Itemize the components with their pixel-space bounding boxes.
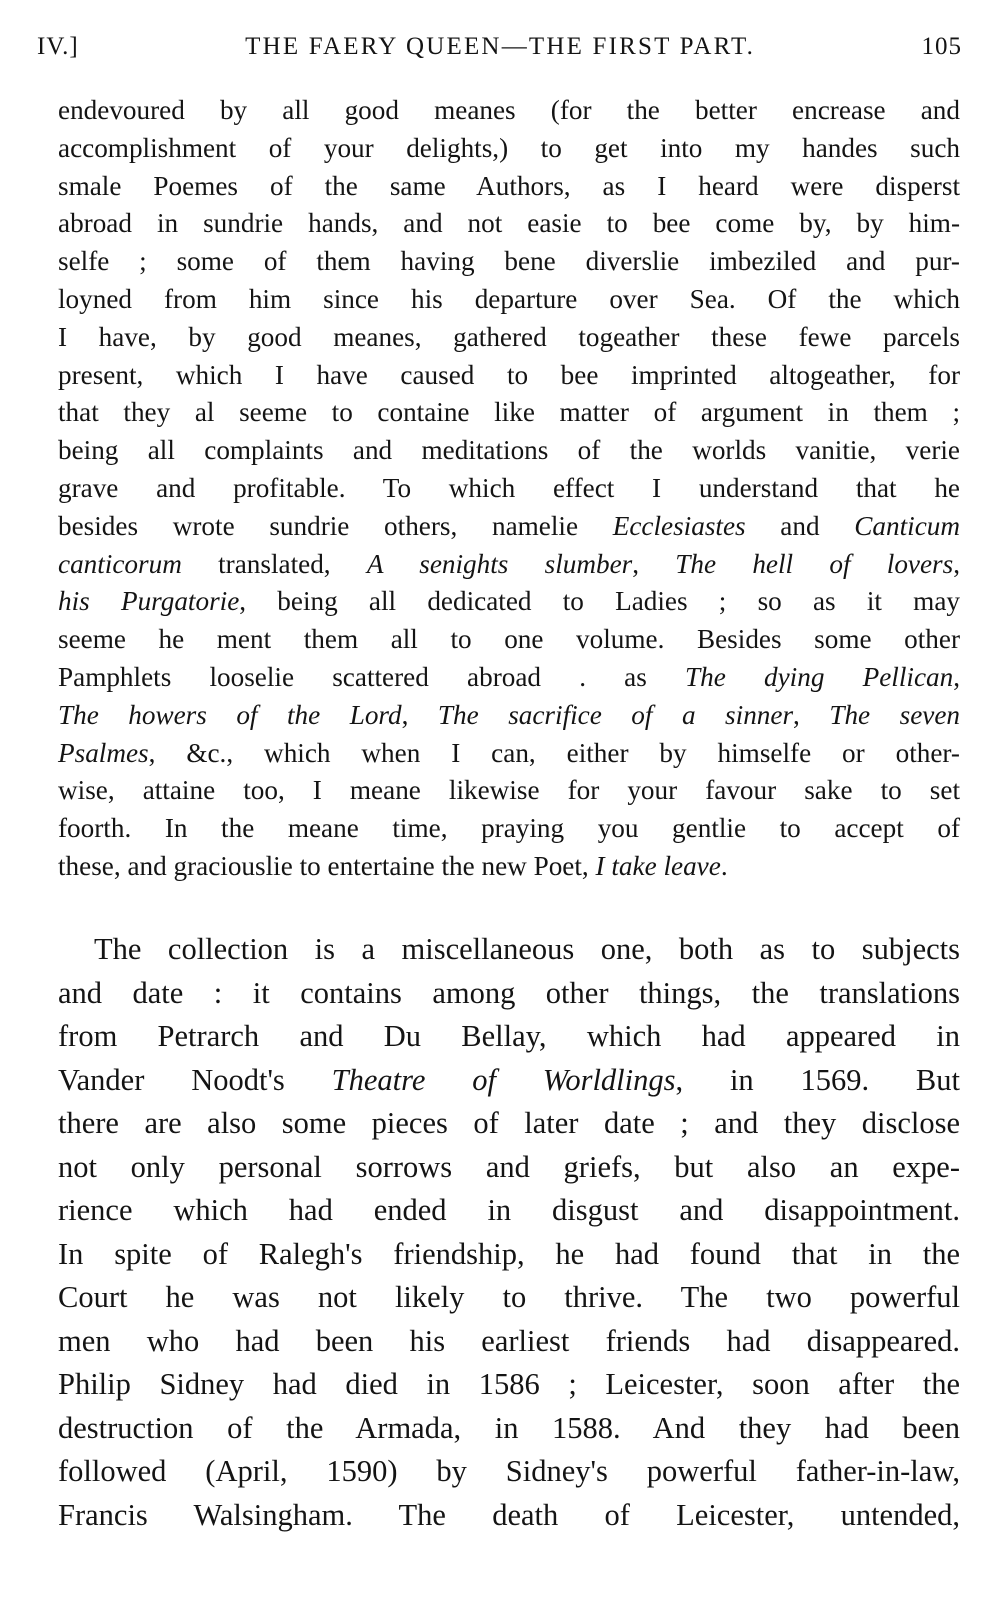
body-line: and date : it contains among other things, the translations: [58, 975, 960, 1010]
italic-title: Canticum: [854, 510, 960, 541]
quote-line: being all complaints and meditations of the worlds vanitie, verie: [58, 435, 960, 466]
italic-title: Theatre of Worldlings: [331, 1062, 676, 1097]
quote-line: selfe ; some of them having bene diverslie imbeziled and pur-: [58, 246, 960, 277]
italic-title: The howers of the Lord: [58, 699, 402, 730]
body-line: from Petrarch and Du Bellay, which had appeared in: [58, 1019, 960, 1053]
quote-line: smale Poemes of the same Authors, as I heard were disperst: [58, 170, 960, 201]
italic-signoff: I take leave: [595, 850, 721, 881]
quote-line: I have, by good meanes, gathered togeather these fewe parcels: [58, 321, 960, 352]
body-line: men who had been his earliest friends had disappeared.: [58, 1323, 960, 1358]
page-number: 105: [921, 33, 962, 60]
body-line: Francis Walsingham. The death of Leicester, untended,: [58, 1497, 960, 1532]
quote-line: besides wrote sundrie others, namelie Ecclesiastes and Canticum: [58, 510, 960, 541]
italic-title: canticorum: [58, 548, 182, 579]
quoted-letter: [58, 92, 960, 886]
quote-line: his Purgatorie, being all dedicated to Ladies ; so as it may: [58, 586, 960, 617]
running-header: [37, 33, 962, 61]
body-line: Court he was not likely to thrive. The two powerful: [58, 1280, 960, 1314]
quote-line: abroad in sundrie hands, and not easie to bee come by, by him-: [58, 208, 960, 239]
quote-line: present, which I have caused to bee imprinted altogeather, for: [58, 359, 960, 390]
body-line: there are also some pieces of later date ; and they disclose: [58, 1106, 960, 1140]
italic-title: his Purgatorie: [58, 586, 240, 617]
body-line: not only personal sorrows and griefs, but also an expe-: [58, 1149, 960, 1184]
quote-line: these, and graciouslie to entertaine the new Poet, I take leave.: [58, 850, 728, 881]
body-line: In spite of Ralegh's friendship, he had found that in the: [58, 1236, 960, 1271]
quote-line: Psalmes, &c., which when I can, either by himselfe or other-: [58, 737, 960, 768]
quote-line: seeme he ment them all to one volume. Besides some other: [58, 624, 960, 655]
quote-line: Pamphlets looselie scattered abroad . as The dying Pellican,: [58, 661, 960, 692]
italic-title: The dying Pellican: [685, 661, 954, 692]
italic-title: The hell of lovers: [675, 548, 954, 579]
body-line: Philip Sidney had died in 1586 ; Leicester, soon after the: [58, 1367, 960, 1401]
quote-line: that they al seeme to containe like matter of argument in them ;: [58, 397, 960, 428]
chapter-number: IV.]: [37, 33, 79, 60]
italic-title: A senights slumber: [366, 548, 633, 579]
body-line: destruction of the Armada, in 1588. And they had been: [58, 1410, 960, 1445]
body-line: Vander Noodt's Theatre of Worldlings, in 1569. But: [58, 1062, 960, 1097]
quote-line: The howers of the Lord, The sacrifice of a sinner, The seven: [58, 699, 961, 730]
quote-line: canticorum translated, A senights slumber, The hell of lovers,: [58, 548, 961, 579]
italic-title: The sacrifice of a sinner: [437, 699, 794, 730]
quote-line: endevoured by all good meanes (for the better encrease and: [58, 95, 960, 125]
quote-line: grave and profitable. To which effect I understand that he: [58, 472, 960, 503]
body-paragraph: [58, 928, 960, 1537]
body-line: The collection is a miscellaneous one, both as to subjects: [94, 932, 960, 966]
quote-line: loyned from him since his departure over Sea. Of the which: [58, 283, 960, 314]
body-line: followed (April, 1590) by Sidney's powerful father-in-law,: [58, 1454, 960, 1488]
quote-line: accomplishment of your delights,) to get into my handes such: [58, 132, 960, 163]
body-line: rience which had ended in disgust and disappointment.: [58, 1193, 960, 1227]
quote-line: foorth. In the meane time, praying you gentlie to accept of: [58, 813, 960, 844]
running-title: THE FAERY QUEEN—THE FIRST PART.: [245, 33, 756, 60]
italic-title: Ecclesiastes: [612, 510, 746, 541]
quote-line: wise, attaine too, I meane likewise for your favour sake to set: [58, 775, 960, 806]
italic-title: Psalmes: [58, 737, 149, 768]
italic-title: The seven: [829, 699, 961, 730]
